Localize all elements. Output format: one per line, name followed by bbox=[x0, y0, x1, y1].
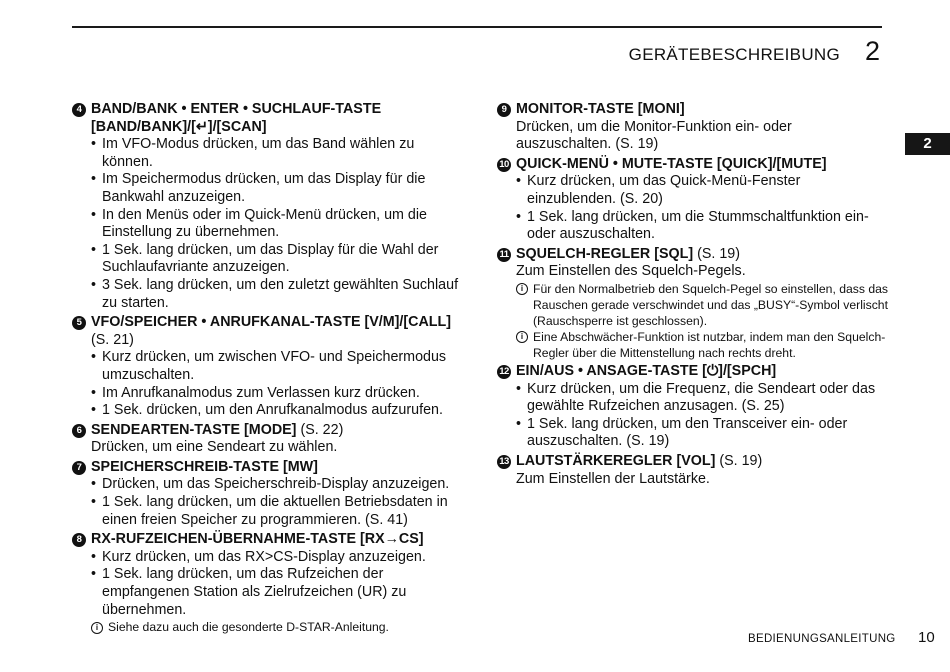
item-number-badge: 5 bbox=[72, 316, 86, 330]
section-heading bbox=[72, 101, 464, 136]
header-rule bbox=[72, 26, 882, 28]
left-column bbox=[72, 101, 464, 637]
control-section bbox=[72, 101, 464, 312]
heading-text: [BAND/BANK]/[↵]/[SCAN] bbox=[91, 118, 267, 135]
control-section bbox=[497, 453, 889, 488]
note-text: Für den Normalbetrieb den Squelch-Pegel so einstellen, dass das Rauschen gerade verschwindet und das „BUSY“-Symbol verlischt (Rauschsperre ist geschlossen). bbox=[533, 281, 888, 328]
control-section bbox=[497, 246, 889, 361]
bullet-item: • Kurz drücken, um das Quick-Menü-Fenster einzublenden. (S. 20) bbox=[497, 173, 889, 208]
item-number-badge: 8 bbox=[72, 533, 86, 547]
bullet-item: • Drücken, um das Speicherschreib-Display anzuzeigen. bbox=[72, 476, 464, 494]
note-list bbox=[72, 619, 464, 635]
bullet-item: • 1 Sek. lang drücken, um das Rufzeichen der empfangenen Station als Zielrufzeichen (UR) zu übernehmen. bbox=[72, 566, 464, 619]
bullet-list bbox=[72, 549, 464, 619]
control-section bbox=[497, 363, 889, 451]
item-number-badge: 9 bbox=[497, 103, 511, 117]
info-icon: i bbox=[516, 283, 528, 295]
page-number: 10 bbox=[918, 629, 935, 646]
item-number-badge: 11 bbox=[497, 248, 511, 262]
heading-text: QUICK-MENÜ • MUTE-TASTE [QUICK]/[MUTE] bbox=[516, 155, 827, 172]
info-icon: i bbox=[516, 331, 528, 343]
bullet-item: • 1 Sek. lang drücken, um das Display für die Wahl der Suchlaufavriante anzuzeigen. bbox=[72, 242, 464, 277]
section-description: Zum Einstellen des Squelch-Pegels. bbox=[516, 263, 746, 280]
bullet-item: • Im VFO-Modus drücken, um das Band wählen zu können. bbox=[72, 136, 464, 171]
heading-text: LAUTSTÄRKEREGLER [VOL] bbox=[516, 452, 716, 469]
heading-text: EIN/AUS • ANSAGE-TASTE [⏻]/[SPCH] bbox=[516, 362, 777, 379]
section-heading bbox=[497, 363, 889, 381]
footer-label: BEDIENUNGSANLEITUNG bbox=[748, 633, 896, 645]
bullet-item: • Kurz drücken, um das RX>CS-Display anzuzeigen. bbox=[72, 549, 464, 567]
section-heading bbox=[72, 314, 464, 349]
bullet-item: • 3 Sek. lang drücken, um den zuletzt gewählten Suchlauf zu starten. bbox=[72, 277, 464, 312]
control-section bbox=[497, 101, 889, 154]
bullet-list bbox=[497, 381, 889, 451]
heading-text: SENDEARTEN-TASTE [MODE] bbox=[91, 421, 297, 438]
section-heading bbox=[72, 531, 464, 549]
chapter-side-tab: 2 bbox=[905, 133, 950, 155]
bullet-item: • Im Anrufkanalmodus zum Verlassen kurz drücken. bbox=[72, 385, 464, 403]
bullet-item: • Kurz drücken, um die Frequenz, die Sendeart oder das gewählte Rufzeichen anzusagen. (S. 25) bbox=[497, 381, 889, 416]
bullet-item: • In den Menüs oder im Quick-Menü drücken, um die Einstellung zu übernehmen. bbox=[72, 207, 464, 242]
bullet-list bbox=[72, 136, 464, 312]
item-number-badge: 12 bbox=[497, 365, 511, 379]
bullet-list bbox=[497, 173, 889, 243]
item-number-badge: 10 bbox=[497, 158, 511, 172]
section-description: Drücken, um eine Sendeart zu wählen. bbox=[91, 439, 338, 456]
control-section bbox=[72, 459, 464, 529]
control-section bbox=[497, 156, 889, 244]
note-item bbox=[72, 619, 464, 635]
bullet-item: • Kurz drücken, um zwischen VFO- und Speichermodus umzuschalten. bbox=[72, 349, 464, 384]
note-item bbox=[497, 329, 889, 361]
control-section bbox=[72, 422, 464, 457]
item-number-badge: 6 bbox=[72, 424, 86, 438]
bullet-list bbox=[72, 476, 464, 529]
heading-text: VFO/SPEICHER • ANRUFKANAL-TASTE [V/M]/[CALL] bbox=[91, 314, 452, 331]
control-section bbox=[72, 531, 464, 635]
item-number-badge: 13 bbox=[497, 455, 511, 469]
item-number-badge: 7 bbox=[72, 461, 86, 475]
chapter-number: 2 bbox=[865, 36, 881, 66]
bullet-item: • 1 Sek. lang drücken, um die Stummschaltfunktion ein- oder auszuschalten. bbox=[497, 209, 889, 244]
bullet-item: • 1 Sek. lang drücken, um die aktuellen Betriebsdaten in einen freien Speicher zu programmieren. (S. 41) bbox=[72, 494, 464, 529]
section-description: Drücken, um die Monitor-Funktion ein- oder auszuschalten. (S. 19) bbox=[516, 118, 792, 153]
page-reference: (S. 19) bbox=[697, 245, 741, 262]
page-reference: (S. 22) bbox=[300, 421, 344, 438]
heading-text: RX-RUFZEICHEN-ÜBERNAHME-TASTE [RX→CS] bbox=[91, 531, 424, 548]
bullet-item: • 1 Sek. drücken, um den Anrufkanalmodus aufzurufen. bbox=[72, 402, 464, 420]
section-description: Zum Einstellen der Lautstärke. bbox=[516, 470, 710, 487]
note-item bbox=[497, 281, 889, 329]
note-list bbox=[497, 281, 889, 361]
info-icon: i bbox=[91, 622, 103, 634]
section-heading bbox=[72, 459, 464, 477]
section-heading bbox=[497, 156, 889, 174]
heading-text: BAND/BANK • ENTER • SUCHLAUF-TASTE bbox=[91, 101, 382, 117]
right-column bbox=[497, 101, 889, 490]
note-text: Eine Abschwächer-Funktion ist nutzbar, indem man den Squelch-Regler über die Mittenstellung nach rechts dreht. bbox=[533, 329, 886, 360]
page-reference: (S. 21) bbox=[91, 331, 134, 348]
item-number-badge: 4 bbox=[72, 103, 86, 117]
section-heading bbox=[72, 422, 464, 440]
heading-text: SQUELCH-REGLER [SQL] bbox=[516, 245, 694, 262]
heading-text: SPEICHERSCHREIB-TASTE [MW] bbox=[91, 458, 318, 475]
bullet-item: • 1 Sek. lang drücken, um den Transceiver ein- oder auszuschalten. (S. 19) bbox=[497, 416, 889, 451]
section-heading bbox=[497, 246, 889, 264]
note-text: Siehe dazu auch die gesonderte D-STAR-Anleitung. bbox=[108, 620, 389, 635]
section-heading bbox=[497, 453, 889, 471]
chapter-title: GERÄTEBESCHREIBUNG bbox=[628, 45, 840, 64]
section-heading bbox=[497, 101, 889, 119]
heading-text: MONITOR-TASTE [MONI] bbox=[516, 101, 685, 117]
bullet-list bbox=[72, 349, 464, 419]
bullet-item: • Im Speichermodus drücken, um das Display für die Bankwahl anzuzeigen. bbox=[72, 171, 464, 206]
control-section bbox=[72, 314, 464, 420]
page-reference: (S. 19) bbox=[719, 452, 763, 469]
